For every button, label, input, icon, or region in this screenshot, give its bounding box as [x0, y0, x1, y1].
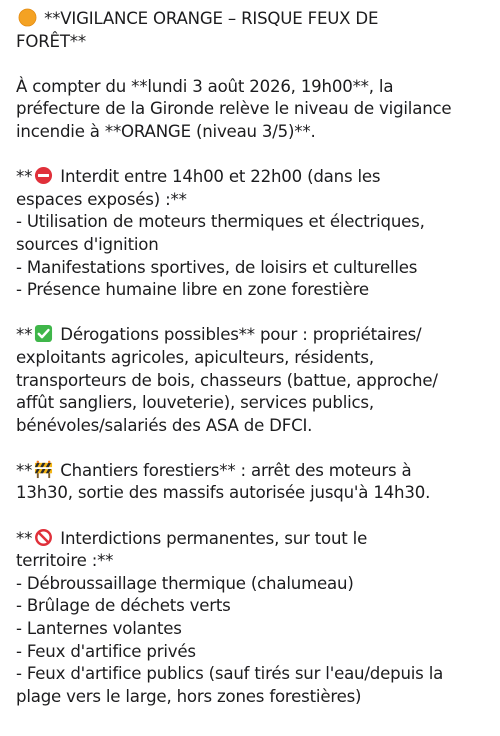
construction-barrier-icon: [34, 460, 53, 479]
list-item: - Brûlage de déchets verts: [16, 596, 231, 616]
list-item: - Lanternes volantes: [16, 619, 182, 639]
derogations-line: transporteurs de bois, chasseurs (battue, approche/: [16, 370, 438, 390]
list-item: - Présence humaine libre en zone forestière: [16, 280, 369, 300]
forestry-text: Chantiers forestiers** : arrêt des moteurs à: [60, 460, 412, 480]
no-entry-icon: [34, 166, 53, 185]
title-text-line1: **VIGILANCE ORANGE – RISQUE FEUX DE: [44, 9, 379, 28]
permanent-heading-text: Interdictions permanentes, sur tout le: [60, 528, 368, 548]
derogations-line: affût sangliers, louveterie), services publics,: [16, 393, 374, 413]
permanent-heading: [16, 528, 486, 551]
derogations-paragraph: [16, 324, 486, 437]
bold-marker: **: [16, 167, 33, 187]
forestry-heading: [16, 460, 486, 483]
list-item: - Manifestations sportives, de loisirs et culturelles: [16, 257, 418, 277]
prohibited-icon: [34, 528, 53, 547]
derogations-heading: [16, 324, 486, 347]
check-mark-icon: [34, 324, 53, 343]
title-line: [16, 8, 486, 31]
permanent-paragraph: [16, 528, 486, 709]
list-item: sources d'ignition: [16, 234, 159, 254]
forestry-paragraph: [16, 460, 486, 505]
derogations-line: exploitants agricoles, apiculteurs, résidents,: [16, 347, 374, 367]
derogations-line: bénévoles/salariés des ASA de DFCI.: [16, 415, 313, 435]
bold-marker: **: [16, 528, 33, 548]
intro-paragraph: [16, 76, 486, 144]
intro-line: incendie à **ORANGE (niveau 3/5)**.: [16, 121, 316, 141]
forbidden-heading-text: Interdit entre 14h00 et 22h00 (dans les: [60, 167, 381, 187]
list-item: - Feux d'artifice publics (sauf tirés sur l'eau/depuis la: [16, 664, 444, 684]
list-item: - Débroussaillage thermique (chalumeau): [16, 573, 354, 593]
orange-circle-icon: [18, 8, 37, 27]
forbidden-heading-text2: espaces exposés) :**: [16, 189, 187, 209]
list-item: - Utilisation de moteurs thermiques et électriques,: [16, 212, 425, 232]
bold-marker: **: [16, 460, 33, 480]
permanent-heading-text2: territoire :**: [16, 551, 114, 571]
intro-line: À compter du **lundi 3 août 2026, 19h00**, la: [16, 76, 394, 96]
forestry-line: 13h30, sortie des massifs autorisée jusqu'à 14h30.: [16, 483, 431, 503]
forbidden-paragraph: [16, 166, 486, 302]
title-text-line2: FORÊT**: [16, 31, 86, 51]
list-item: - Feux d'artifice privés: [16, 641, 196, 661]
forbidden-heading: [16, 166, 486, 189]
bold-marker: **: [16, 325, 33, 345]
intro-line: préfecture de la Gironde relève le niveau de vigilance: [16, 99, 452, 119]
title-paragraph: [16, 8, 486, 53]
derogations-text: Dérogations possibles** pour : propriétaires/: [60, 325, 422, 345]
list-item: plage vers le large, hors zones forestières): [16, 686, 362, 706]
